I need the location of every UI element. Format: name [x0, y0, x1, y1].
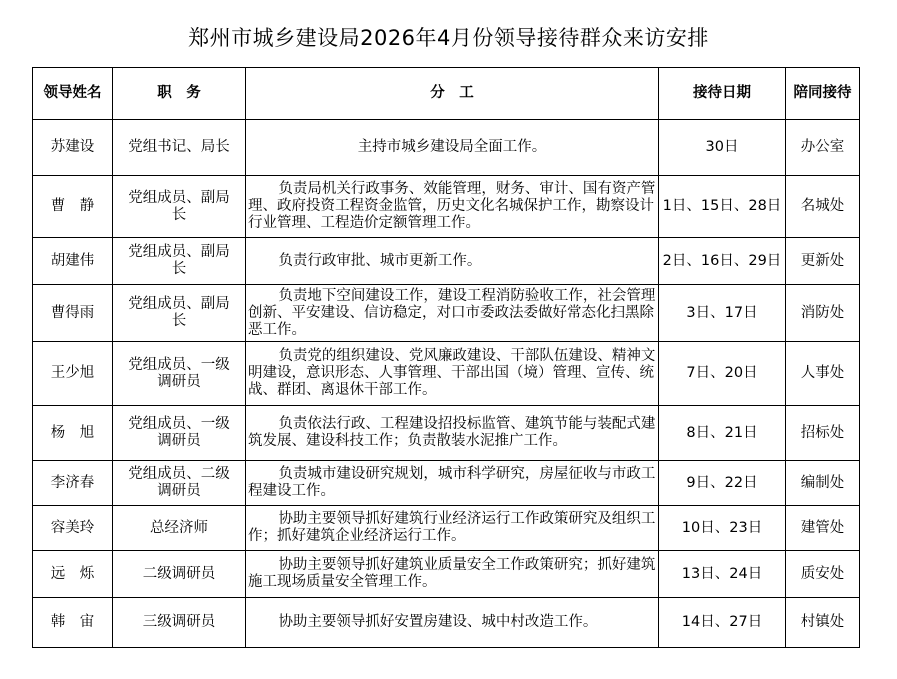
reception-date: 10日、23日	[659, 506, 786, 551]
escort-dept: 名城处	[786, 176, 860, 238]
leader-position: 总经济师	[113, 506, 246, 551]
leader-position: 二级调研员	[113, 551, 246, 598]
duty-text: 负责党的组织建设、党风廉政建设、干部队伍建设、精神文明建设，意识形态、人事管理、干部出国（境）管理、宣传、统战、群团、离退休干部工作。	[248, 348, 656, 398]
leader-name: 杨 旭	[33, 406, 113, 461]
duty-text: 负责局机关行政事务、效能管理，财务、审计、国有资产管理、政府投资工程资金监管，历史文化名城保护工作，勘察设计行业管理、工程造价定额管理工作。	[248, 181, 656, 231]
table-row	[33, 285, 860, 342]
leader-duty	[246, 285, 659, 342]
duty-text: 协助主要领导抓好建筑业质量安全工作政策研究；抓好建筑施工现场质量安全管理工作。	[248, 557, 656, 590]
leader-duty	[246, 120, 659, 176]
leader-position: 党组成员、二级调研员	[113, 461, 246, 506]
reception-date: 7日、20日	[659, 342, 786, 406]
leader-position: 党组成员、一级调研员	[113, 406, 246, 461]
header-name: 领导姓名	[33, 68, 113, 120]
table-row	[33, 506, 860, 551]
escort-dept: 建管处	[786, 506, 860, 551]
leader-position: 党组成员、一级调研员	[113, 342, 246, 406]
leader-position: 党组书记、局长	[113, 120, 246, 176]
leader-name: 李济春	[33, 461, 113, 506]
reception-schedule-table	[32, 67, 860, 648]
table-row	[33, 461, 860, 506]
leader-name: 容美玲	[33, 506, 113, 551]
header-date: 接待日期	[659, 68, 786, 120]
leader-name: 王少旭	[33, 342, 113, 406]
escort-dept: 村镇处	[786, 598, 860, 648]
leader-position: 党组成员、副局长	[113, 176, 246, 238]
reception-date: 2日、16日、29日	[659, 238, 786, 285]
leader-position: 党组成员、副局长	[113, 285, 246, 342]
leader-duty	[246, 551, 659, 598]
leader-name: 苏建设	[33, 120, 113, 176]
escort-dept: 消防处	[786, 285, 860, 342]
table-header-row	[33, 68, 860, 120]
duty-text: 负责城市建设研究规划，城市科学研究，房屋征收与市政工程建设工作。	[248, 466, 656, 499]
duty-text: 负责地下空间建设工作，建设工程消防验收工作，社会管理创新、平安建设、信访稳定，对口市委政法委做好常态化扫黑除恶工作。	[248, 287, 656, 338]
leader-name: 曹 静	[33, 176, 113, 238]
header-position: 职 务	[113, 68, 246, 120]
header-escort: 陪同接待	[786, 68, 860, 120]
escort-dept: 质安处	[786, 551, 860, 598]
table-row	[33, 406, 860, 461]
leader-duty	[246, 342, 659, 406]
reception-date: 8日、21日	[659, 406, 786, 461]
page-title: 郑州市城乡建设局2026年4月份领导接待群众来访安排	[188, 26, 709, 50]
leader-position: 党组成员、副局长	[113, 238, 246, 285]
leader-name: 远 烁	[33, 551, 113, 598]
reception-date: 13日、24日	[659, 551, 786, 598]
leader-name: 胡建伟	[33, 238, 113, 285]
reception-date: 1日、15日、28日	[659, 176, 786, 238]
table-row	[33, 120, 860, 176]
duty-text: 负责行政审批、城市更新工作。	[278, 252, 482, 269]
escort-dept: 人事处	[786, 342, 860, 406]
duty-text: 协助主要领导抓好安置房建设、城中村改造工作。	[278, 614, 598, 630]
escort-dept: 办公室	[786, 120, 860, 176]
table-row	[33, 342, 860, 406]
reception-date: 9日、22日	[659, 461, 786, 506]
leader-duty	[246, 406, 659, 461]
escort-dept: 招标处	[786, 406, 860, 461]
leader-duty	[246, 461, 659, 506]
escort-dept: 编制处	[786, 461, 860, 506]
table-row	[33, 551, 860, 598]
leader-name: 韩 宙	[33, 598, 113, 648]
escort-dept: 更新处	[786, 238, 860, 285]
leader-duty	[246, 598, 659, 648]
leader-name: 曹得雨	[33, 285, 113, 342]
table-row	[33, 598, 860, 648]
table-row	[33, 238, 860, 285]
leader-duty	[246, 238, 659, 285]
leader-duty	[246, 176, 659, 238]
duty-text: 协助主要领导抓好建筑行业经济运行工作政策研究及组织工作；抓好建筑企业经济运行工作。	[248, 511, 656, 544]
table-row	[33, 176, 860, 238]
duty-text: 主持市城乡建设局全面工作。	[357, 139, 547, 155]
reception-date: 14日、27日	[659, 598, 786, 648]
leader-position: 三级调研员	[113, 598, 246, 648]
header-duty: 分 工	[246, 68, 659, 120]
reception-date: 30日	[659, 120, 786, 176]
leader-duty	[246, 506, 659, 551]
reception-date: 3日、17日	[659, 285, 786, 342]
duty-text: 负责依法行政、工程建设招投标监管、建筑节能与装配式建筑发展、建设科技工作；负责散装水泥推广工作。	[248, 416, 656, 449]
